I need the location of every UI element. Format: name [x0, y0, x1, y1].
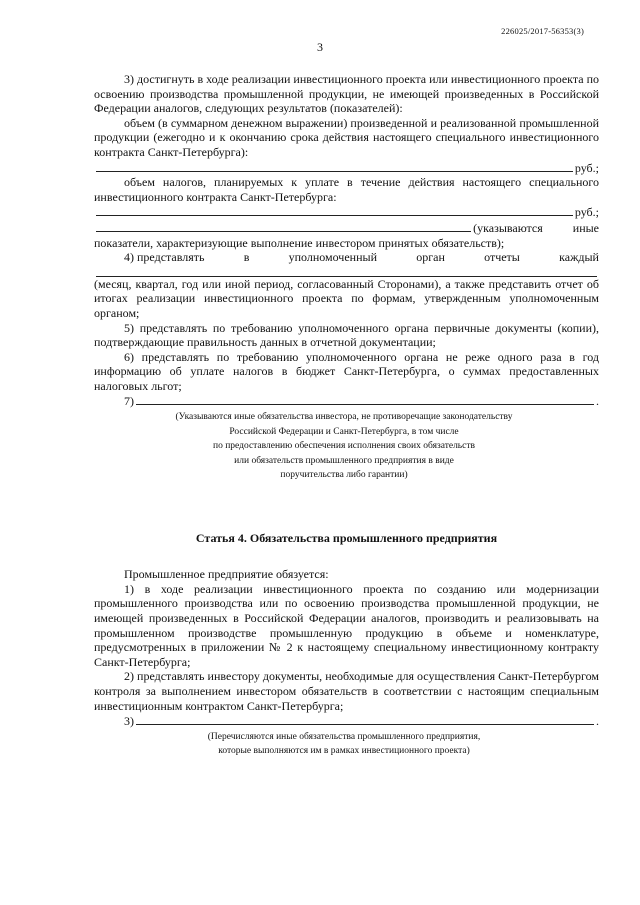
blank-line — [96, 160, 573, 172]
other-word-1: (указываются — [473, 220, 543, 235]
page-content — [94, 72, 599, 759]
blank-line — [136, 713, 594, 725]
other-indicators-line — [94, 220, 599, 236]
note-line: или обязательств промышленного предприятия в виде — [234, 455, 454, 466]
note-line: Российской Федерации и Санкт-Петербурга, в том числе — [229, 426, 459, 437]
article-4-intro: Промышленное предприятие обязуется: — [124, 567, 329, 582]
item-6-paragraph: 6) представлять по требованию уполномоченного органа не реже одного раза в год информацию об уплате налогов в бюджет Санкт-Петербурга, о суммах предоставленных налоговых льгот; — [94, 349, 599, 393]
article-4-item-2: 2) представлять инвестору документы, необходимые для осуществления Санкт-Петербургом контроля за выполнением инвестором обязательств в соответствии с настоящим специальным инвестиционным контрактом Санкт-Петербурга; — [94, 669, 599, 713]
page-number: 3 — [317, 40, 323, 54]
note-line: которые выполняются им в рамках инвестиционного проекта) — [218, 746, 470, 757]
item-3-label: 3) — [124, 714, 134, 729]
note-line: (Перечисляются иные обязательства промышленного предприятия, — [207, 731, 481, 742]
item-4-word: каждый — [559, 250, 599, 265]
article-4-item-3-note — [134, 730, 554, 759]
item-7-label: 7) — [124, 394, 134, 409]
item-4-word: орган — [416, 250, 445, 265]
taxes-paragraph: объем налогов, планируемых к уплате в течение действия настоящего специального инвестиционного контракта Санкт-Петербурга: — [94, 175, 599, 204]
other-word-2: иные — [572, 220, 599, 235]
item-4-first-line — [94, 250, 599, 265]
article-4-heading: Статья 4. Обязательства промышленного предприятия — [195, 530, 498, 545]
note-line: поручительства либо гарантии) — [280, 470, 408, 481]
rub-label: руб.; — [574, 205, 599, 220]
item-7-fill-line — [94, 393, 599, 409]
other-indicators-continuation: показатели, характеризующие выполнение инвестором принятых обязательств); — [94, 235, 505, 250]
note-line: по предоставлению обеспечения исполнения своих обязательств — [212, 441, 475, 452]
item-7-note — [134, 410, 554, 483]
item-7-end: . — [596, 394, 599, 409]
item-4-word: отчеты — [484, 250, 520, 265]
period-fill-line — [94, 265, 599, 277]
note-line: (Указываются иные обязательства инвестора, не противоречащие законодательству — [175, 412, 513, 423]
item-4-word: 4) представлять — [124, 250, 205, 265]
blank-line — [96, 265, 597, 277]
volume-paragraph: объем (в суммарном денежном выражении) произведенной и реализованной промышленной продукции (ежегодно и к окончанию срока действия настоящего специального инвестиционного контракта Санкт-Петербурга): — [94, 115, 599, 159]
item-4-word: в — [243, 250, 250, 265]
article-4-item-3-fill-line — [94, 713, 599, 729]
article-4-item-1: 1) в ходе реализации инвестиционного проекта по созданию или модернизации промышленного производства или по освоению производства промышленной продукции, не имеющей произведенных в Российской Федерации аналогов, производить и реализовывать на промышленном производстве промышленную продукцию в объеме и номенклатуре, предусмотренных в приложении № 2 к настоящему специальному инвестиционному контракту Санкт-Петербурга; — [94, 581, 599, 669]
blank-line — [136, 393, 594, 405]
taxes-fill-line — [94, 204, 599, 220]
item-5-paragraph: 5) представлять по требованию уполномоченного органа первичные документы (копии), подтверждающие правильность данных в отчетной документации; — [94, 320, 599, 350]
rub-label: руб.; — [574, 160, 599, 175]
blank-line — [96, 220, 471, 232]
item-4-continuation: (месяц, квартал, год или иной период, согласованный Сторонами), а также представить отчет об итогах реализации инвестиционного проекта по формам, утвержденным уполномоченным органом; — [94, 276, 599, 320]
document-number: 226025/2017-56353(3) — [501, 26, 584, 36]
volume-fill-line — [94, 160, 599, 176]
blank-line — [96, 204, 573, 216]
item-3-paragraph: 3) достигнуть в ходе реализации инвестиционного проекта или инвестиционного проекта по освоению производства промышленной продукции, не имеющей произведенных в Российской Федерации аналогов, следующих результатов (показателей): — [94, 72, 599, 116]
item-3-end: . — [596, 714, 599, 729]
item-4-word: уполномоченный — [288, 250, 377, 265]
